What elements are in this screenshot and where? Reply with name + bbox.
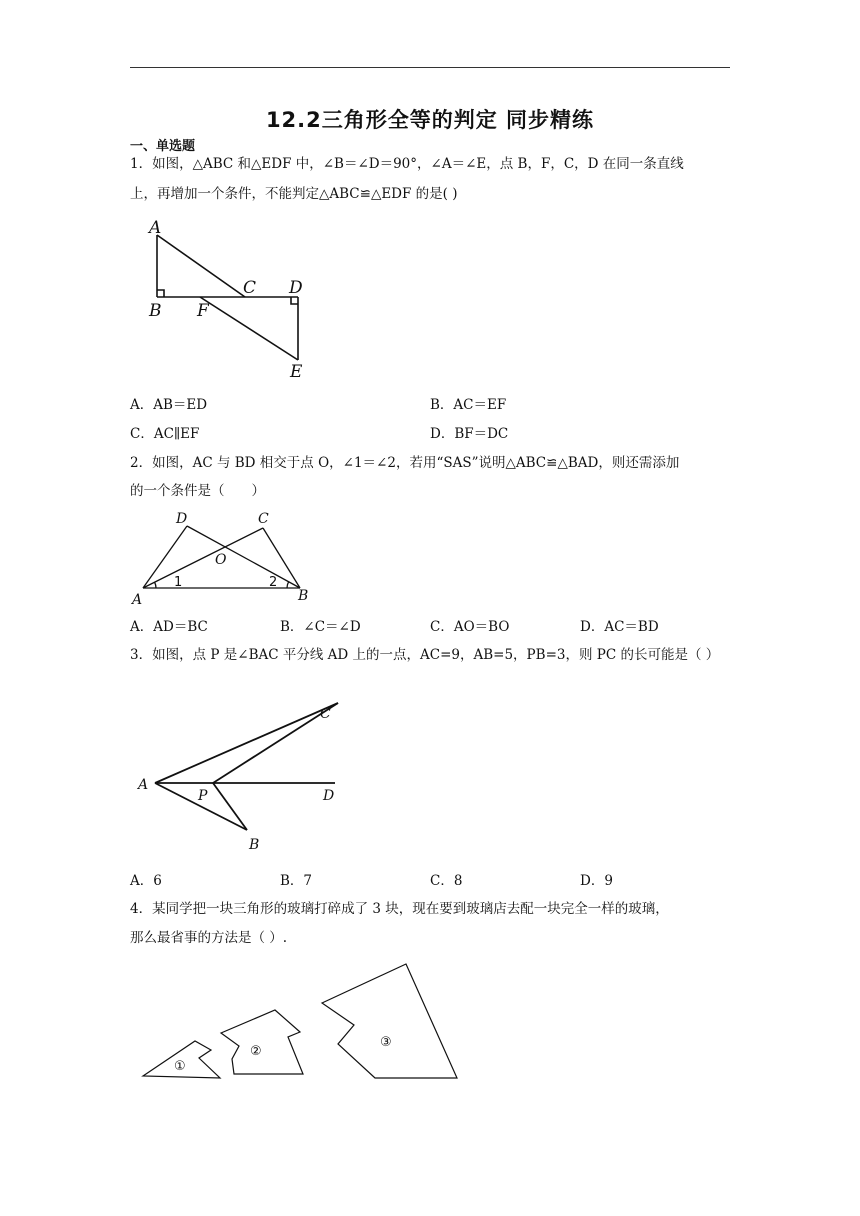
q2-option-b[interactable]: B．∠C＝∠D: [280, 619, 361, 635]
q2-text-line2: 的一个条件是（ ）: [130, 483, 265, 499]
header-rule: [130, 67, 730, 68]
page-title: 12.2三角形全等的判定 同步精练: [265, 108, 595, 132]
q2-label-A: A: [132, 592, 143, 608]
q2-label-C: C: [258, 511, 269, 527]
q3-label-A: A: [138, 777, 149, 793]
section-heading: 一、单选题: [130, 139, 196, 154]
q1-text-line2: 上，再增加一个条件，不能判定△ABC≌△EDF 的是( ): [130, 186, 458, 202]
q2-figure: [128, 508, 318, 608]
q1-label-F: F: [197, 301, 209, 321]
q1-text-line1: 1．如图，△ABC 和△EDF 中，∠B＝∠D＝90°，∠A＝∠E，点 B，F，C，D 在同一条直线: [130, 156, 684, 172]
q1-label-A: A: [149, 218, 162, 238]
q2-label-angle-2: 2: [269, 575, 278, 590]
q4-text-line1: 4．某同学把一块三角形的玻璃打碎成了 3 块，现在要到玻璃店去配一块完全一样的玻璃，: [130, 901, 669, 917]
q3-option-b[interactable]: B．7: [280, 873, 313, 889]
q2-option-c[interactable]: C．AO＝BO: [430, 619, 510, 635]
q3-option-a[interactable]: A．6: [130, 873, 162, 889]
q1-option-a[interactable]: A．AB＝ED: [130, 397, 208, 413]
q3-option-d[interactable]: D．9: [580, 873, 613, 889]
q4-figure: [130, 955, 470, 1085]
q1-option-c[interactable]: C．AC∥EF: [130, 426, 200, 442]
q2-option-a[interactable]: A．AD＝BC: [130, 619, 208, 635]
q3-label-D: D: [323, 788, 335, 804]
q4-label-piece-2: ②: [250, 1044, 262, 1059]
q1-label-B: B: [149, 301, 162, 321]
q4-piece-2: [221, 1010, 303, 1074]
q3-label-C: C: [320, 706, 331, 722]
q1-figure: [140, 215, 330, 385]
q2-option-d[interactable]: D．AC＝BD: [580, 619, 659, 635]
q3-text-line1: 3．如图，点 P 是∠BAC 平分线 AD 上的一点，AC=9，AB=5，PB=3，则 PC 的长可能是（ ）: [130, 647, 720, 663]
q3-label-P: P: [198, 788, 208, 804]
q4-label-piece-1: ①: [174, 1059, 186, 1074]
q1-label-E: E: [290, 362, 303, 382]
q1-option-b[interactable]: B．AC＝EF: [430, 397, 507, 413]
q2-label-B: B: [298, 588, 309, 604]
q1-label-D: D: [289, 278, 303, 298]
q4-text-line2: 那么最省事的方法是（ ）.: [130, 930, 288, 946]
q1-label-C: C: [243, 278, 257, 298]
q1-option-d[interactable]: D．BF＝DC: [430, 426, 509, 442]
q4-label-piece-3: ③: [380, 1035, 392, 1050]
q3-figure: [130, 695, 360, 860]
q2-label-D: D: [176, 511, 188, 527]
q3-label-B: B: [249, 837, 260, 853]
q3-option-c[interactable]: C．8: [430, 873, 463, 889]
q4-piece-3: [322, 964, 457, 1078]
q2-label-angle-1: 1: [174, 575, 183, 590]
q2-text-line1: 2．如图，AC 与 BD 相交于点 O，∠1＝∠2，若用“SAS”说明△ABC≌△BAD，则还需添加: [130, 455, 680, 471]
q2-label-O: O: [215, 552, 227, 568]
